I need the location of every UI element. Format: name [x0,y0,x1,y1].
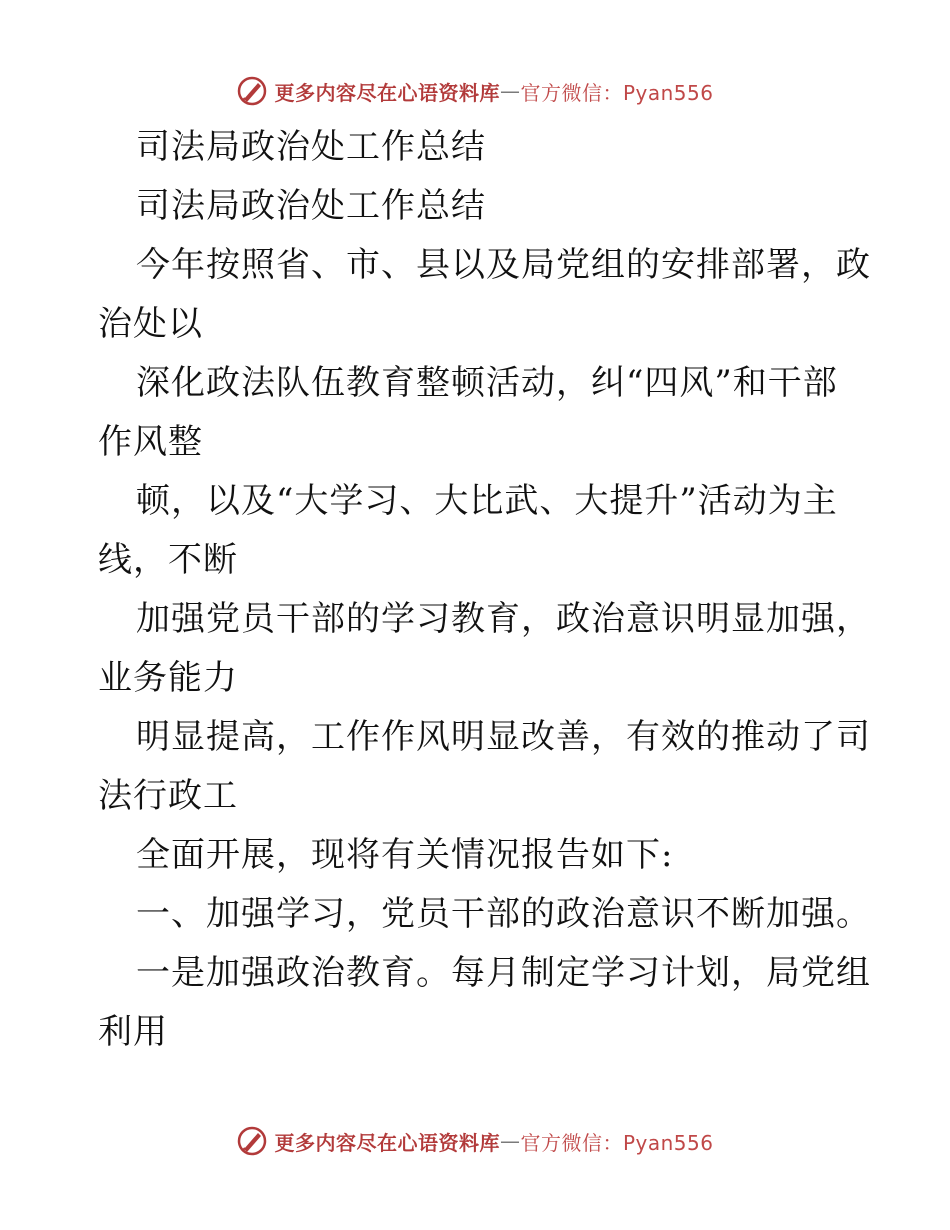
watermark-brand: 更多内容尽在心语资料库 [274,80,500,105]
watermark-contact: 官方微信：Pyan556 [520,1130,714,1155]
doc-line: 顿，以及“大学习、大比武、大提升”活动为主 [136,481,838,521]
doc-line: 作风整 [98,422,203,462]
header-watermark [0,71,950,111]
quill-pen-circle-icon [236,75,268,107]
doc-line: 全面开展，现将有关情况报告如下: [136,835,674,875]
doc-line: 法行政工 [98,776,238,816]
document-body [98,118,871,1062]
watermark-separator: — [499,79,521,103]
footer-watermark [0,1121,950,1161]
doc-line: 司法局政治处工作总结 [136,186,486,226]
doc-line: 利用 [98,1012,168,1052]
doc-line: 今年按照省、市、县以及局党组的安排部署，政 [136,245,871,285]
doc-line: 一、加强学习，党员干部的政治意识不断加强。 [136,894,871,934]
doc-line: 深化政法队伍教育整顿活动，纠“四风”和干部 [136,363,838,403]
watermark-brand: 更多内容尽在心语资料库 [274,1130,500,1155]
doc-line: 明显提高，工作作风明显改善，有效的推动了司 [136,717,871,757]
doc-line: 一是加强政治教育。每月制定学习计划，局党组 [136,953,871,993]
quill-pen-circle-icon [236,1125,268,1157]
doc-line: 线，不断 [98,540,238,580]
watermark-contact: 官方微信：Pyan556 [520,80,714,105]
doc-line: 司法局政治处工作总结 [136,127,486,167]
doc-line: 业务能力 [98,658,238,698]
watermark-separator: — [499,1129,521,1153]
doc-line: 加强党员干部的学习教育，政治意识明显加强， [136,599,871,639]
doc-line: 治处以 [98,304,203,344]
